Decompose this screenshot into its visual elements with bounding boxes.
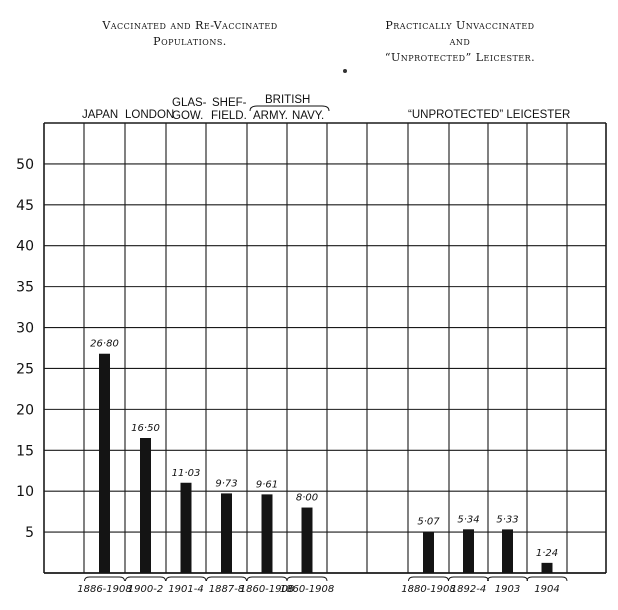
y-tick-label: 40 xyxy=(16,238,34,255)
right-title-line-3: “Unprotected” Leicester. xyxy=(384,51,536,64)
header-army: ARMY. xyxy=(253,110,288,122)
x-period-brace xyxy=(126,577,166,581)
header-leicester: “UNPROTECTED” LEICESTER xyxy=(408,109,571,121)
x-period-brace xyxy=(449,577,489,581)
y-tick-label: 5 xyxy=(25,525,34,542)
x-period-label: 1900-2 xyxy=(127,584,164,595)
y-tick-label: 35 xyxy=(16,279,34,296)
bar-value-label: 1·24 xyxy=(535,547,559,559)
header-glasgow-2: GOW. xyxy=(172,110,204,122)
x-period-label: 1860-1908 xyxy=(239,584,295,595)
bar xyxy=(423,532,434,573)
y-tick-label: 15 xyxy=(16,443,34,460)
y-tick-label: 25 xyxy=(16,361,34,378)
chart-grid xyxy=(44,123,606,573)
bar xyxy=(542,563,553,573)
y-tick-label: 10 xyxy=(16,484,34,501)
bar-value-label: 8·00 xyxy=(295,492,319,504)
left-title-line-1: Vaccinated and Re-Vaccinated xyxy=(102,19,278,32)
x-period-brace xyxy=(409,577,449,581)
x-axis xyxy=(77,577,567,595)
x-period-brace xyxy=(247,577,287,581)
x-period-label: 1880-1908 xyxy=(401,584,456,595)
bar xyxy=(463,529,474,573)
x-period-brace xyxy=(85,577,125,581)
column-headers xyxy=(82,94,570,122)
x-period-brace xyxy=(488,577,528,581)
x-period-label: 1860-1908 xyxy=(279,584,335,595)
bar-value-label: 9·73 xyxy=(215,478,238,490)
y-tick-label: 30 xyxy=(16,320,34,337)
x-period-label: 1904 xyxy=(534,584,560,595)
right-title-line-1: Practically Unvaccinated xyxy=(385,19,535,32)
x-period-brace xyxy=(527,577,567,581)
y-tick-label: 50 xyxy=(16,156,34,173)
header-navy: NAVY. xyxy=(292,110,325,122)
bar-value-label: 5·07 xyxy=(417,516,440,528)
bar-value-label: 9·61 xyxy=(255,479,279,491)
x-period-label: 1901-4 xyxy=(168,584,204,595)
bar-value-label: 5·33 xyxy=(496,514,519,526)
bar xyxy=(221,493,232,573)
bar-value-label: 16·50 xyxy=(131,423,160,434)
x-period-brace xyxy=(166,577,206,581)
x-period-label: 1887-8 xyxy=(208,584,245,595)
x-period-brace xyxy=(287,577,327,581)
header-sheffield-1: SHEF- xyxy=(212,97,247,109)
left-title-line-2: Populations. xyxy=(153,35,227,48)
x-period-brace xyxy=(207,577,247,581)
bar-value-label: 11·03 xyxy=(171,467,201,479)
bar xyxy=(262,494,273,573)
y-tick-label: 45 xyxy=(16,197,34,214)
header-british: BRITISH xyxy=(265,94,311,106)
bar xyxy=(140,438,151,573)
x-period-label: 1886-1908 xyxy=(77,584,132,595)
header-japan: JAPAN xyxy=(82,109,119,121)
bar-value-label: 5·34 xyxy=(457,514,480,526)
y-axis xyxy=(16,157,34,541)
bar-value-label: 26·80 xyxy=(90,338,119,350)
bar xyxy=(302,508,313,573)
header-london: LONDON xyxy=(125,109,175,121)
bar xyxy=(99,354,110,573)
x-period-label: 1903 xyxy=(494,584,521,595)
header-sheffield-2: FIELD. xyxy=(211,110,247,122)
bar xyxy=(181,483,192,573)
y-tick-label: 20 xyxy=(16,402,34,419)
header-glasgow-1: GLAS- xyxy=(172,97,207,109)
x-period-label: 1892-4 xyxy=(450,584,487,595)
bar xyxy=(502,529,513,573)
right-title-line-2: and xyxy=(449,35,471,48)
